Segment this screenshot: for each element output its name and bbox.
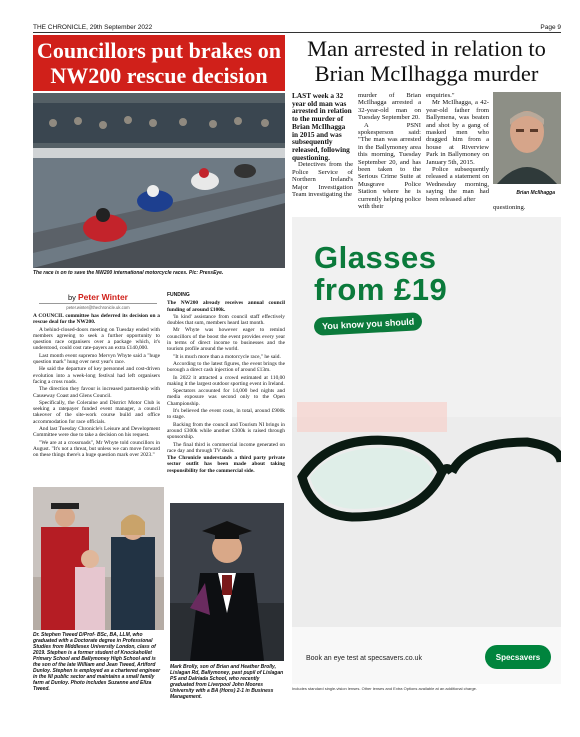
paragraph: Detectives from the Police Service of Northern Ireland's Major Investigation Team investigating the [292, 161, 353, 198]
ad-brand-logo[interactable] [485, 645, 551, 669]
paragraph: According to the latest figures, the event brings the borough a direct cash injection of around £13m. [167, 360, 285, 374]
graduation-family-photo [33, 487, 164, 630]
paragraph: Police subsequently released a statement on Wednesday morning, saying the man had been released after [426, 166, 489, 203]
victim-photo-caption: Brian McIlhagga [516, 190, 555, 196]
ad-cta[interactable]: Book an eye test at specsavers.co.uk [306, 655, 422, 662]
byline-name: Peter Winter [78, 292, 128, 302]
right-article-col3 [426, 92, 489, 214]
ad-brand-text: Specsavers [495, 652, 541, 662]
paragraph: Spectators accounted for 14,000 bed nights and media exposure was second only to the Open Championship. [167, 388, 285, 407]
left-article-lead: A COUNCIL committee has deferred its decision on a rescue deal for the NW200. [33, 313, 160, 326]
paragraph: Specifically, the Coleraine and District Motor Club is seeking a ratepayer funded event manager, a council takeover of the site-work course build and office accommodation for race officials. [33, 399, 160, 425]
page-number: Page 9 [540, 23, 561, 31]
left-article-col1 [33, 313, 160, 485]
subheading-funding: FUNDING [167, 292, 190, 298]
right-article-lead: LAST week a 32 year old man was arrested in relation to the murder of Brian McIlhagga in 2015 and was subsequently released, following questioning. [292, 92, 352, 162]
paragraph: A PSNI spokesperson said: "The man was arrested in the Ballymoney area this morning, Tuesday September 20, and has been taken to the Serious Crime Suite at Musgrave Police Station where he is currently helping police with their [358, 121, 421, 211]
family-photo-caption: Dr. Stephen Tweed D/Prof- BSc, BA, LLM, who graduated with a Doctorate degree in Professional Studies from Middlesex University London, class of 2019. Stephen is a former student of Knockahollet Primary School and Ballymoney High School and is the son of the late William and Jean Tweed, Artiford Dunloy. Stephen is employed as a chartered engineer in the NI public sector and maintains a small family farm at Dunloy. Photo includes Suzanne and Eliza Tweed. [33, 632, 161, 692]
paragraph: The Chronicle understands a third party private sector outfit has been made about taking responsibility for the commercial side. [167, 455, 285, 474]
header-rule [33, 32, 561, 33]
paragraph: murder of Brian McIlhagga arrested a 32-year-old man on Tuesday September 20. [358, 92, 421, 122]
specsavers-advert[interactable] [292, 217, 561, 684]
left-article-headline: Councillors put brakes on NW200 rescue decision [33, 35, 285, 91]
paragraph: Mr Whyte was however eager to remind councillors of the boost the event provides every year in terms of direct income to businesses and the tourism profile around the world. [167, 327, 285, 353]
victim-photo [493, 92, 561, 184]
byline-prefix: by [67, 293, 76, 302]
paragraph: "It is much more than a motorcycle race," he said. [173, 353, 281, 360]
ad-headline-line2: from £19 [314, 272, 448, 307]
race-photo [33, 93, 285, 268]
paragraph: In 2022 it attracted a crowd estimated at 110,00 making it the largest outdoor sporting event in Ireland. [167, 374, 285, 387]
graduate-photo-caption: Mark Brolly, son of Brian and Heather Brolly, Lislagan Rd, Ballymoney, past pupil of Lislagan PS and Dalriada School, who recently graduated from Liverpool John Moores University with a BA (Hons) 2-1 in Business Management. [170, 664, 284, 700]
right-article-headline: Man arrested in relation to Brian McIlhagga murder [307, 36, 546, 86]
ad-footnote: Includes standard single-vision lenses. Other lenses and Extra Options available at an additional charge. [292, 686, 477, 691]
right-article-col2 [358, 92, 421, 214]
graduate-photo [170, 503, 284, 661]
right-article-col1 [292, 92, 353, 214]
paragraph: "We are at a crossroads", Mr Whyte told councillors in August. "It's not a threat, but unless we can move forward on these things there's a huge question mark over 2023." [33, 439, 160, 459]
byline-email: peter.winter@thechronicle.uk.com [66, 305, 130, 310]
race-photo-caption: The race is on to save the NW200 international motorcycle races. Pic: PressEye. [33, 270, 224, 276]
paragraph: enquiries." [426, 92, 455, 99]
paragraph: The NW200 already receives annual council funding of around £100k. [167, 300, 285, 313]
paragraph: It's believed the event costs, in total, around £900k to stage. [167, 408, 285, 421]
right-article-end: questioning. [493, 204, 526, 211]
paragraph: The direction they favour is increased partnership with Causeway Coast and Glens Council. [33, 386, 160, 399]
paragraph: He said the departure of key personnel and cost-driven evolution into a week-long festival had left organisers facing a cross roads. [33, 366, 160, 385]
byline [33, 292, 163, 310]
ad-pill: You know you should [314, 312, 423, 336]
paragraph: Backing from the council and Tourism NI brings in around £300k while another £300k is raised through sponsorship. [167, 421, 285, 441]
paragraph: 'In kind' assistance from council staff effectively doubles that sum, members heard last month. [167, 313, 285, 327]
left-article-col2 [167, 292, 285, 492]
paragraph: Last month event supremo Mervyn Whyte said a "huge question mark" hung over next year's race. [33, 352, 160, 366]
paragraph: The final third is commercial income generated on race day and through TV deals. [167, 441, 285, 454]
paragraph: Mr McIlhagga, a 42-year-old father from Ballymena, was beaten and shot by a gang of masked men who dragged him from a house at Riverview Park in Ballymoney on January 5th, 2015. [426, 99, 489, 166]
paragraph: And last Tuesday Chronicle's Leisure and Development Committee were due to take a decision on his request. [33, 426, 160, 439]
masthead: THE CHRONICLE, 29th September 2022 [33, 23, 153, 31]
paragraph: A behind-closed-doors meeting on Tuesday ended with members agreeing to seek a further opportunity to question race organisers over a package which, it's understood, could cost rate-payers an extra £140,000. [33, 326, 160, 352]
ad-headline-line1: Glasses [314, 240, 437, 275]
